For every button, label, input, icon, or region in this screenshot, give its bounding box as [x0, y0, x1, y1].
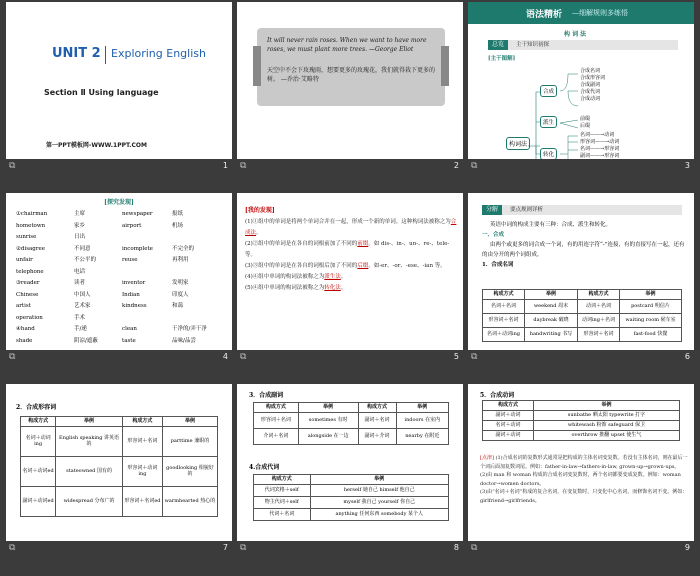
table-row	[483, 410, 680, 420]
slide-bar	[6, 541, 232, 555]
table-header-row	[254, 475, 449, 485]
slide-5[interactable]	[237, 193, 463, 364]
unit-title: Exploring English	[111, 47, 206, 60]
note-1	[480, 454, 688, 471]
section-title: 3．合成副词	[249, 392, 284, 399]
quote-box	[257, 28, 445, 106]
vocab-row	[16, 221, 222, 233]
table-header-cell: 举例	[524, 290, 577, 300]
table-cell: English speaking 讲英语的	[56, 426, 123, 456]
vocab-word	[122, 313, 172, 325]
vocab-row	[16, 232, 222, 244]
table-cell: daybreak 破晓	[524, 313, 577, 327]
vocab-meaning: 手/递	[74, 326, 87, 332]
vocab-meaning: 家乡	[74, 222, 86, 229]
vocab-meaning	[172, 267, 222, 279]
leaf-item: 合成动词	[580, 96, 601, 102]
title-divider	[105, 46, 106, 64]
finding-answer: 前缀	[357, 241, 369, 247]
heading-compound-noun: 1．合成名词	[482, 262, 514, 268]
table-cell: 副词＋动词	[483, 430, 534, 440]
tag-text: 要点规则详析	[510, 207, 544, 213]
tag-label: 分解	[482, 205, 502, 215]
derivation-items	[580, 116, 590, 130]
vocab-meaning: 报纸	[172, 211, 184, 217]
finding-text: (2)②组中的单词是在各自的词根前加了不同的	[245, 241, 358, 247]
table-cell: 名词＋动词ed	[21, 456, 56, 486]
table-cell: widespread 分布广的	[56, 486, 123, 516]
finding-text: 。如-er、-or、-ese、-ian 等。	[368, 263, 446, 269]
tag-strip	[482, 205, 682, 215]
finding-answer: 后缀	[357, 263, 369, 269]
table-row	[254, 484, 449, 496]
finding-4	[245, 272, 457, 283]
mindmap-root: 构词法	[506, 137, 530, 150]
slide-bar	[468, 350, 694, 364]
slide-number: 2	[453, 161, 459, 170]
table-header-cell: 构成方式	[358, 403, 396, 413]
section-title: 5．合成动词	[480, 392, 515, 399]
table-header-cell: 构成方式	[254, 403, 299, 413]
table-cell: 动词ing＋名词	[577, 313, 619, 327]
finding-3	[245, 261, 457, 272]
finding-text: 。	[256, 230, 262, 236]
slide-number: 3	[684, 161, 690, 170]
vocab-word: Chinese	[16, 291, 39, 298]
table-cell: herself 她自己 himself 他自己	[310, 484, 448, 496]
leaf-item: 合成代词	[580, 89, 601, 95]
table-cell: waiting room 候车室	[619, 313, 681, 327]
table-cell: 副词＋动词	[483, 410, 534, 420]
table-header-cell: 构成方式	[254, 475, 311, 485]
slide-bar	[237, 350, 463, 364]
vocab-word: kindness	[122, 303, 147, 309]
finding-text: (3)③组中的单词是在各自的词根后加了不同的	[245, 263, 358, 269]
vocab-word: unfair	[16, 257, 33, 263]
table-header-row	[21, 417, 218, 427]
table-header-cell: 构成方式	[122, 417, 162, 427]
slide-4[interactable]	[6, 193, 232, 364]
vocab-word: ④hand	[16, 326, 35, 332]
slide-number: 1	[222, 161, 228, 170]
table-cell: 名词＋动词ing	[483, 327, 525, 341]
leaf-item: 形容词——→动词	[580, 139, 620, 145]
table-cell: nearby 在附近	[396, 428, 448, 444]
slide-label: [我的发现]	[245, 207, 275, 214]
slide-icon: ⧉	[9, 543, 16, 553]
table-cell: 介词＋名词	[254, 428, 299, 444]
compound-items	[580, 68, 605, 103]
vocab-meaning	[172, 232, 222, 244]
slide-number: 5	[453, 352, 459, 361]
vocab-row	[16, 336, 222, 348]
vocab-row	[16, 255, 222, 267]
finding-text: 。如 dis-、in-、un-、re-、tele- 等。	[245, 241, 450, 258]
vocab-word: sunrise	[16, 234, 37, 240]
vocab-meaning: 日出	[74, 234, 86, 240]
vocab-meaning: 手术	[74, 314, 86, 321]
tag-label: 总览	[488, 40, 508, 50]
conversion-items	[580, 132, 619, 160]
slide-bar	[468, 541, 694, 555]
vocab-meaning: 不完全的	[172, 245, 195, 252]
vocab-meaning	[172, 313, 222, 325]
slide-icon: ⧉	[9, 352, 16, 362]
table-row	[483, 430, 680, 440]
table-row	[254, 428, 449, 444]
slide-icon: ⧉	[471, 352, 478, 362]
vocab-list	[16, 209, 222, 347]
unit-label: UNIT 2	[52, 46, 101, 61]
slide-number: 4	[222, 352, 228, 361]
slide-icon: ⧉	[240, 352, 247, 362]
vocab-meaning: 机场	[172, 222, 184, 229]
table-cell: 名词＋动词ing	[21, 426, 56, 456]
table-header-cell: 举例	[310, 475, 448, 485]
table-cell: 动词＋名词	[577, 299, 619, 313]
table-cell: 副词＋介词	[358, 428, 396, 444]
heading-compound: 一、合成	[482, 232, 505, 238]
note-tag: [点津]	[480, 455, 494, 461]
table-cell: whitewash 粉饰 safeguard 保卫	[533, 420, 679, 430]
finding-answer: 转化法	[324, 285, 341, 291]
table-cell: anything 任何东西 somebody 某个人	[310, 508, 448, 520]
slide-9[interactable]	[468, 384, 694, 555]
table-row	[483, 327, 682, 341]
table-cell: sometimes 有时	[298, 412, 358, 428]
table-cell: goodlooking 相貌好的	[162, 456, 217, 486]
notes-block	[480, 454, 688, 505]
scroll-left	[253, 46, 261, 86]
leaf-item: 副词——→形容词	[580, 153, 620, 159]
vocab-word: newspaper	[122, 211, 153, 217]
vocab-row	[16, 244, 222, 256]
table-cell: 形容词＋名词	[254, 412, 299, 428]
finding-text: (1)①组中的单词是将两个单词合并在一起，形成一个新的单词。这种构词法被称之为	[245, 219, 451, 225]
finding-text: (5)④组中单词的构词法被称之为	[245, 285, 325, 291]
table-cell: 代词宾格＋self	[254, 484, 311, 496]
table-header-cell: 构成方式	[483, 290, 525, 300]
slide-3[interactable]	[468, 2, 694, 173]
table-cell: warmhearted 热心的	[162, 486, 217, 516]
vocab-row	[16, 290, 222, 302]
branch-conversion: 转化	[540, 148, 557, 160]
vocab-word: clean	[122, 326, 137, 332]
table-cell: indoors 在室内	[396, 412, 448, 428]
vocab-meaning: 发明家	[172, 280, 189, 286]
slide-icon: ⧉	[9, 161, 16, 171]
vocab-row	[16, 209, 222, 221]
vocab-word: Indian	[122, 291, 140, 298]
findings	[245, 217, 457, 294]
vocab-word	[122, 267, 172, 279]
tag-strip	[488, 40, 678, 50]
slide-number: 6	[684, 352, 690, 361]
vocab-row	[16, 301, 222, 313]
subtitle: 构 词 法	[564, 31, 587, 38]
table-header-cell: 举例	[56, 417, 123, 427]
header-band	[468, 2, 694, 24]
compound-noun-table	[482, 289, 682, 342]
vocab-word: ③reader	[16, 280, 40, 286]
vocab-meaning: 阴凉/遮蔽	[74, 337, 98, 344]
vocab-word: inventor	[122, 280, 146, 286]
vocab-word: taste	[122, 337, 136, 344]
table-cell: fast-food 快餐	[619, 327, 681, 341]
table-row	[21, 456, 218, 486]
vocab-meaning: 不公平的	[74, 257, 97, 263]
table-header-cell: 构成方式	[577, 290, 619, 300]
table-header-cell: 构成方式	[21, 417, 56, 427]
compound-adjective-table	[20, 416, 218, 517]
section-title: 4.合成代词	[249, 464, 280, 471]
table-header-row	[483, 290, 682, 300]
table-header-cell: 举例	[298, 403, 358, 413]
section-title: 2．合成形容词	[16, 404, 57, 411]
compound-verb-table	[482, 400, 680, 441]
table-cell: handwriting 书写	[524, 327, 577, 341]
table-cell: 副词＋名词	[358, 412, 396, 428]
table-cell: alongside 在一边	[298, 428, 358, 444]
table-row	[254, 496, 449, 508]
leaf-item: 名词——→形容词	[580, 146, 620, 152]
compound-pronoun-table	[253, 474, 449, 521]
slide-icon: ⧉	[240, 161, 247, 171]
vocab-meaning: 干净的/弄干净	[172, 326, 207, 332]
table-row	[254, 412, 449, 428]
vocab-meaning: 印度人	[172, 291, 189, 298]
slide-icon: ⧉	[471, 543, 478, 553]
leaf-item: 名词——→动词	[580, 132, 615, 138]
table-header-cell: 举例	[396, 403, 448, 413]
slide-number: 9	[684, 543, 690, 552]
leaf-item: 前缀	[580, 116, 591, 122]
slide-number: 8	[453, 543, 459, 552]
table-row	[483, 420, 680, 430]
vocab-meaning: 不同意	[74, 245, 91, 252]
table-row	[483, 313, 682, 327]
table-cell: myself 我自己 yourself 你自己	[310, 496, 448, 508]
table-cell: 形容词＋名词ed	[122, 486, 162, 516]
table-header-row	[483, 401, 680, 411]
quote-chinese: 天空中不会下玫瑰雨，想要更多的玫瑰花，我们就得栽下更多的树。 —乔治·艾略特	[267, 67, 436, 83]
table-cell: overthrow 推翻 upset 使生气	[533, 430, 679, 440]
branch-compound: 合成	[540, 85, 557, 97]
table-cell: sunbathe 晒太阳 typewrite 打字	[533, 410, 679, 420]
mindmap-title: [主干图解]	[488, 56, 516, 62]
vocab-meaning: 品味/品尝	[172, 337, 196, 344]
slide-6[interactable]	[468, 193, 694, 364]
slide-number: 7	[222, 543, 228, 552]
vocab-word: telephone	[16, 268, 44, 275]
vocab-meaning: 电话	[74, 268, 86, 275]
vocab-word: artist	[16, 303, 31, 309]
finding-1	[245, 217, 457, 239]
table-cell: 名词＋名词	[483, 299, 525, 313]
note-3: (3)由“名词＋名词”构成的复合名词，在变复数时，只变化中心名词，而修饰名词不变。例如：girlfriend→girlfriends。	[480, 489, 688, 504]
vocab-word: ①chairman	[16, 211, 48, 217]
table-row	[21, 426, 218, 456]
slide-7[interactable]	[6, 384, 232, 555]
table-cell: 形容词＋名词	[122, 426, 162, 456]
quote-english: It will never rain roses. When we want to have more roses, we must plant more trees. —George Eliot	[267, 37, 427, 53]
table-cell: 名词＋动词	[483, 420, 534, 430]
intro-block	[482, 220, 686, 270]
table-header-cell: 举例	[533, 401, 679, 411]
section-label: Section Ⅱ Using language	[44, 88, 159, 97]
vocab-word: incomplete	[122, 245, 153, 252]
vocab-word: shade	[16, 337, 33, 344]
table-cell: 副词＋动词ed	[21, 486, 56, 516]
finding-2	[245, 239, 457, 261]
leaf-item: 合成名词	[580, 68, 601, 74]
intro-text: 英语中词的构成主要有三种：合成、派生和转化。	[490, 222, 612, 228]
branch-derivation: 派生	[540, 116, 557, 128]
vocab-meaning: 主席	[74, 211, 86, 217]
leaf-item: 合成副词	[580, 82, 601, 88]
table-header-row	[254, 403, 449, 413]
finding-text: 。	[340, 285, 347, 291]
tag-text: 主干知识初探	[516, 42, 550, 48]
finding-answer: 派生法	[324, 274, 341, 280]
vocab-word: airport	[122, 222, 142, 229]
vocab-row	[16, 267, 222, 279]
finding-text: 。	[340, 274, 347, 280]
vocab-meaning: 和蔼	[172, 303, 184, 309]
vocab-word: hometown	[16, 222, 46, 229]
finding-answer: 合成法	[245, 219, 457, 236]
slide-8[interactable]	[237, 384, 463, 555]
vocab-row	[16, 278, 222, 290]
slide-2[interactable]	[237, 2, 463, 173]
table-header-cell: 举例	[619, 290, 681, 300]
finding-text: (4)④组中单词的构词法被称之为	[245, 274, 325, 280]
table-row	[21, 486, 218, 516]
table-cell: 代词＋名词	[254, 508, 311, 520]
table-cell: parttime 兼职的	[162, 426, 217, 456]
table-cell: weekend 周末	[524, 299, 577, 313]
table-header-cell: 构成方式	[483, 401, 534, 411]
leaf-item: 合成形容词	[580, 75, 606, 81]
vocab-meaning: 读者	[74, 280, 86, 286]
header-subtitle: —细解规则多练悟	[572, 9, 628, 17]
leaf-item: 后缀	[580, 123, 591, 129]
slide-1[interactable]	[6, 2, 232, 173]
slide-label: [探究发现]	[104, 199, 134, 206]
table-cell: postcard 明信片	[619, 299, 681, 313]
footer-text: 第一PPT模板网-WWW.1PPT.COM	[46, 142, 147, 149]
table-cell: 物主代词＋self	[254, 496, 311, 508]
slide-bar	[237, 159, 463, 173]
note-2: (2)由 man 和 woman 构成的合成名词变复数时，两个名词都要变成复数。例如：woman doctor→women doctors。	[480, 472, 681, 487]
table-header-cell: 举例	[162, 417, 217, 427]
note-text: (1)合成名词的复数形式通常是把构成的主体名词变复数。若没有主体名词，则在最后一个词后面加复数词尾。例如：father-in-law→fathers-in-law, grown-up→grown-ups。	[480, 455, 688, 470]
table-row	[483, 299, 682, 313]
slide-bar	[6, 350, 232, 364]
vocab-word: reuse	[122, 257, 138, 263]
vocab-row	[16, 324, 222, 336]
slide-icon: ⧉	[471, 161, 478, 171]
scroll-right	[441, 46, 449, 86]
slide-bar	[468, 159, 694, 173]
vocab-word: operation	[16, 314, 43, 321]
compound-adverb-table	[253, 402, 449, 445]
compound-desc: 由两个或更多的词合成一个词，有的用连字符“-”连接，有的直接写在一起，还有的由分开的两个词组成。	[482, 242, 685, 258]
vocab-word	[122, 232, 172, 244]
slide-bar	[237, 541, 463, 555]
table-cell: 形容词＋动词ing	[122, 456, 162, 486]
table-cell: 形容词＋名词	[483, 313, 525, 327]
vocab-word: ②disagree	[16, 245, 45, 252]
finding-5	[245, 283, 457, 294]
vocab-row	[16, 313, 222, 325]
table-cell: 形容词＋名词	[577, 327, 619, 341]
table-cell: stateowned 国有的	[56, 456, 123, 486]
table-row	[254, 508, 449, 520]
slide-icon: ⧉	[240, 543, 247, 553]
vocab-meaning: 艺术家	[74, 303, 91, 309]
header-title: 语法精析	[526, 10, 563, 20]
vocab-meaning: 再利用	[172, 257, 189, 263]
slide-bar	[6, 159, 232, 173]
vocab-meaning: 中国人	[74, 291, 91, 298]
